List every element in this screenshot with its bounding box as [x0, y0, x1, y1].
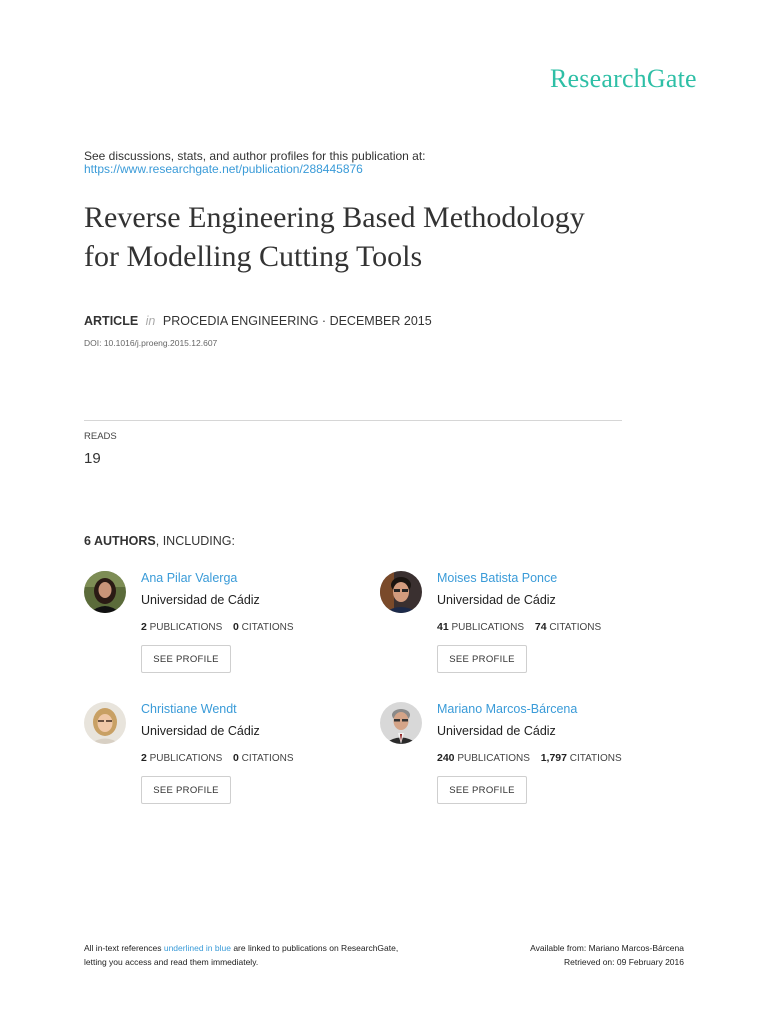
authors-count: 6 AUTHORS — [84, 534, 156, 548]
publications-label: PUBLICATIONS — [149, 753, 223, 764]
author-name[interactable]: Ana Pilar Valerga — [141, 571, 238, 585]
intro-text: See discussions, stats, and author profiles for this publication at: — [84, 149, 426, 163]
avatar[interactable] — [380, 702, 422, 744]
footer-highlight: underlined in blue — [163, 943, 231, 953]
doi: DOI: 10.1016/j.proeng.2015.12.607 — [84, 338, 218, 348]
author-card — [84, 702, 374, 812]
avatar-photo-icon — [84, 571, 126, 613]
author-stats — [437, 621, 601, 633]
publications-count: 240 — [437, 752, 455, 764]
see-profile-button[interactable]: SEE PROFILE — [141, 645, 231, 673]
divider — [84, 420, 622, 421]
avatar-photo-icon — [84, 702, 126, 744]
retrieved-on: Retrieved on: 09 February 2016 — [563, 957, 684, 967]
researchgate-logo[interactable]: ResearchGate — [550, 64, 697, 93]
author-card — [84, 571, 374, 681]
author-affiliation: Universidad de Cádiz — [437, 593, 556, 607]
page-title — [84, 198, 684, 276]
publications-label: PUBLICATIONS — [457, 753, 530, 764]
author-card — [380, 702, 670, 812]
meta-in: in — [145, 314, 156, 328]
title-line-2: for Modelling Cutting Tools — [84, 240, 423, 273]
author-affiliation: Universidad de Cádiz — [141, 724, 260, 738]
author-stats — [437, 752, 622, 764]
journal-date: PROCEDIA ENGINEERING · DECEMBER 2015 — [162, 314, 432, 328]
available-from: Available from: Mariano Marcos-Bárcena — [530, 943, 684, 953]
footer-note — [84, 941, 398, 969]
publication-link[interactable]: https://www.researchgate.net/publication/288445876 — [84, 162, 363, 176]
author-stats — [141, 752, 294, 764]
publication-meta — [84, 314, 432, 328]
footer-line-1 — [84, 941, 398, 955]
author-card — [380, 571, 670, 681]
intro — [84, 150, 426, 176]
authors-including: , INCLUDING: — [155, 534, 235, 548]
article-type: ARTICLE — [84, 314, 139, 328]
reads-value: 19 — [84, 450, 101, 467]
see-profile-button[interactable]: SEE PROFILE — [141, 776, 231, 804]
avatar[interactable] — [84, 702, 126, 744]
title-line-1: Reverse Engineering Based Methodology — [84, 201, 585, 234]
avatar[interactable] — [380, 571, 422, 613]
footer-line-2: letting you access and read them immediately. — [84, 957, 259, 967]
avatar-photo-icon — [380, 702, 422, 744]
publications-count: 2 — [141, 752, 147, 764]
reads-label: READS — [84, 431, 117, 442]
author-name[interactable]: Christiane Wendt — [141, 702, 237, 716]
publications-count: 41 — [437, 621, 449, 633]
citations-count: 1,797 — [540, 752, 567, 764]
publications-label: PUBLICATIONS — [451, 622, 525, 633]
citations-label: CITATIONS — [569, 753, 622, 764]
footer-text-post: are linked to publications on ResearchGate, — [230, 943, 399, 953]
citations-label: CITATIONS — [241, 622, 294, 633]
footer-text-pre: All in-text references — [84, 943, 164, 953]
citations-label: CITATIONS — [549, 622, 602, 633]
author-name[interactable]: Moises Batista Ponce — [437, 571, 558, 585]
citations-label: CITATIONS — [241, 753, 294, 764]
see-profile-button[interactable]: SEE PROFILE — [437, 776, 527, 804]
citations-count: 0 — [233, 621, 239, 633]
avatar[interactable] — [84, 571, 126, 613]
author-affiliation: Universidad de Cádiz — [437, 724, 556, 738]
author-stats — [141, 621, 294, 633]
publications-count: 2 — [141, 621, 147, 633]
author-affiliation: Universidad de Cádiz — [141, 593, 260, 607]
publications-label: PUBLICATIONS — [149, 622, 223, 633]
footer-source — [530, 941, 684, 969]
authors-heading — [84, 534, 235, 548]
citations-count: 0 — [233, 752, 239, 764]
avatar-photo-icon — [380, 571, 422, 613]
author-name[interactable]: Mariano Marcos-Bárcena — [437, 702, 578, 716]
citations-count: 74 — [534, 621, 547, 633]
see-profile-button[interactable]: SEE PROFILE — [437, 645, 527, 673]
